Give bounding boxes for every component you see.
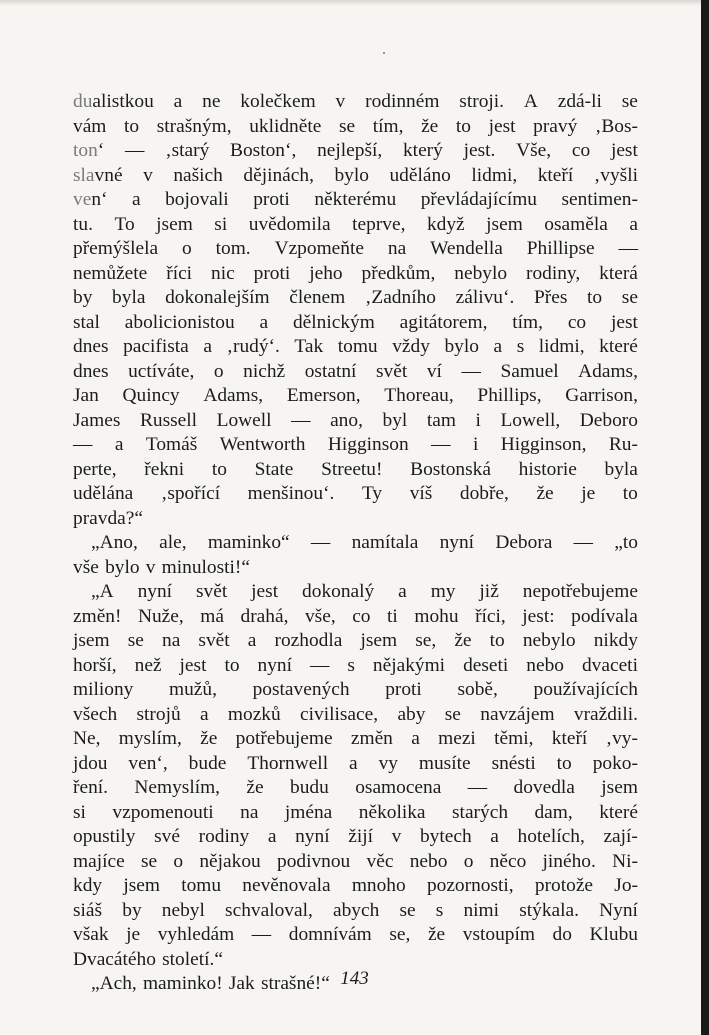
text-line: perte, řekni to State Streetu! Bostonská historie byla [73,458,638,480]
text-line: tu. To jsem si uvědomila teprve, když jsem osaměla a [73,213,638,235]
text-line: Dvacátého století.“ [73,948,223,970]
page-number: 143 [340,968,369,989]
text-line: James Russell Lowell — ano, byl tam i Lowell, Deboro [73,409,638,431]
text-line: horší, než jest to nyní — s nějakými deseti nebo dvaceti [73,654,638,676]
text-line: slavné v našich dějinách, bylo uděláno lidmi, kteří ‚vyšli [73,164,638,186]
text-line: vám to strašným, uklidněte se tím, že to jest pravý ‚Bos- [73,115,638,137]
text-line: „Ach, maminko! Jak strašné!“ [91,973,330,994]
text-line: ton‘ — ‚starý Boston‘, nejlepší, který jest. Vše, co jest [73,140,638,161]
text-line: dnes uctíváte, o nichž ostatní svět ví — Samuel Adams, [73,360,638,382]
text-line: Ne, myslím, že potřebujeme změn a mezi těmi, kteří ‚vy- [73,728,638,749]
text-line: opustily své rodiny a nyní žijí v bytech a hotelích, zají- [73,826,638,847]
text-line: nemůžete říci nic proti jeho předkům, nebylo rodiny, která [73,262,638,284]
text-line: jsem se na svět a rozhodla jsem se, že to nebylo nikdy [73,630,638,651]
text-line: si vzpomenouti na jména několika starých dam, které [73,801,638,823]
text-line: kdy jsem tomu nevěnovala mnoho pozornosti, protože Jo- [73,875,638,896]
text-line: dnes pacifista a ‚rudý‘. Tak tomu vždy bylo a s lidmi, které [73,336,638,357]
text-line: siáš by nebyl schvaloval, abych se s nimi stýkala. Nyní [73,899,638,921]
ink-speck [383,52,385,54]
text-line: však je vyhledám — domnívám se, že vstoupím do Klubu [73,924,638,945]
text-line: „A nyní svět jest dokonalý a my již nepotřebujeme [91,581,638,602]
text-line: — a Tomáš Wentworth Higginson — i Higginson, Ru- [73,434,638,455]
text-line: změn! Nuže, má drahá, vše, co ti mohu říci, jest: podívala [73,605,638,627]
text-line: stal abolicionistou a dělnickým agitátorem, tím, co jest [73,311,638,333]
text-line: dualistkou a ne kolečkem v rodinném stroji. A zdá-li se [73,91,638,112]
page-top-shadow [0,0,709,6]
scan-edge [701,0,709,1035]
text-line: ření. Nemyslím, že budu osamocena — dovedla jsem [73,777,638,798]
text-line: udělána ‚spořící menšinou‘. Ty víš dobře, že je to [73,483,638,504]
text-line: ven‘ a bojovali proti některému převládajícímu sentimen- [73,189,638,210]
text-line: přemýšlela o tom. Vzpomeňte na Wendella Phillipse — [73,238,638,259]
text-line: „Ano, ale, maminko“ — namítala nyní Debora — „to [91,532,638,553]
body-text [73,90,638,997]
text-line: miliony mužů, postavených proti sobě, používajících [73,679,638,700]
text-line: by byla dokonalejším členem ‚Zadního zálivu‘. Přes to se [73,287,638,308]
text-line: pravda?“ [73,507,143,529]
text-line: vše bylo v minulosti!“ [73,556,250,578]
text-line: Jan Quincy Adams, Emerson, Thoreau, Phillips, Garrison, [73,385,638,406]
text-line: jdou ven‘, bude Thornwell a vy musíte snésti to poko- [73,752,638,774]
text-line: majíce se o nějakou podivnou věc nebo o něco jiného. Ni- [73,850,638,872]
text-line: všech strojů a mozků civilisace, aby se navzájem vraždili. [73,703,638,725]
